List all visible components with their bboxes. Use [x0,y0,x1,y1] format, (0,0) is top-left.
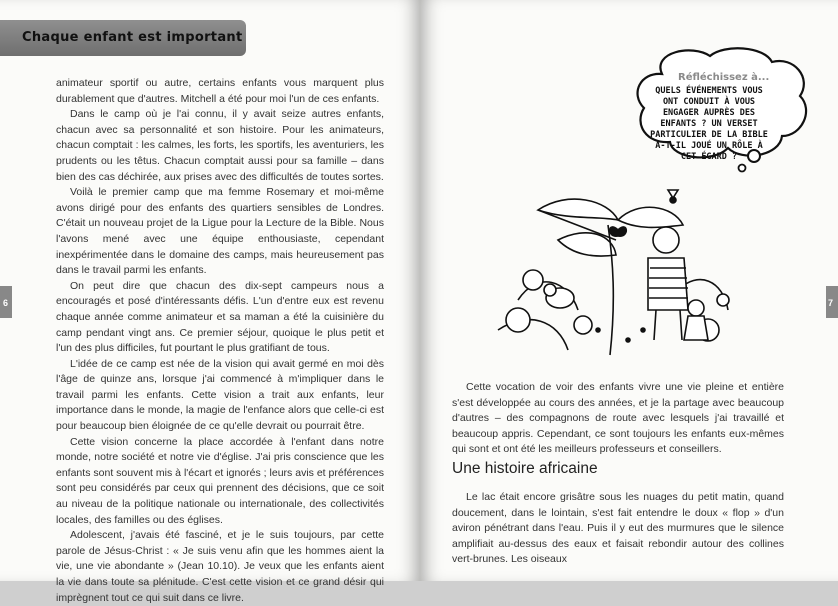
page-number: 6 [3,298,9,308]
paragraph: Le lac était encore grisâtre sous les nuages du petit matin, quand doucement, dans le lointain, s'est fait entendre le doux « flop » d'un aviron pénétrant dans l'eau. Puis il y eut des murmures que le silence amplifiait au-dessus des eaux et faisait rebondir autour des collines vert-brunes. Les oiseaux [452,491,784,566]
reflection-question: QUELS ÉVÉNEMENTS VOUS ONT CONDUIT À VOUS ENGAGER AUPRÈS DES ENFANTS ? UN VERSET PARTICULIER DE LA BIBLE A-T-IL JOUÉ UN RÔLE À CET ÉGARD ? [650,86,768,162]
paragraph: Cette vision concerne la place accordée à l'enfant dans notre monde, notre société et notre vie d'église. J'ai pris conscience que les enfants sont souvent mis à l'écart et ignorés ; leurs avis et préférences sont peu considérés par ceux qui prennent des décisions, que ce soit au niveau de la politique nationale ou internationale, des collectivités locales, des familles ou des églises. [56,435,384,526]
paragraph: On peut dire que chacun des dix-sept campeurs nous a encouragés et posé d'intéressants défis. L'un d'entre eux est revenu chaque année comme animateur et sa maman a été la cuisinière du camp pendant vingt ans. Ce premier séjour, quoique le plus petit et l'un des plus difficiles, fut pourtant le plus gratifiant de tous. [56,279,384,355]
paragraph: Dans le camp où je l'ai connu, il y avait seize autres enfants, chacun avec sa personnalité et son histoire. Pour les animateurs, chacun comptait : les calmes, les forts, les sportifs, les aventuriers, les prudents ou les têtus. Chacun comptait aussi pour sa famille – dans bien des cas déchirée, aux prises avec des difficultés de toutes sortes. [56,108,384,183]
paragraph: Cette vocation de voir des enfants vivre une vie pleine et entière s'est développée au cours des années, et je la partage avec beaucoup d'autres – des compagnons de route avec lesquels j'ai travaillé et beaucoup appris. Cependant, ce sont toujours les enfants eux-mêmes qui sont et ont été les meilleurs professeurs et conseillers. [452,381,784,456]
chapter-title: Chaque enfant est important [22,30,243,45]
left-page [0,0,420,604]
paragraph: Adolescent, j'avais été fasciné, et je le suis toujours, par cette parole de Jésus-Christ : « Je suis venu afin que les hommes aient la vie, une vie abondante » (Jean 10.10). Je veux que les enfants aient la vie dans toute sa plénitude. C'est cette vision et ce grand désir qui imprègnent tout ce qui suit dans ce livre. [56,529,384,604]
paragraph: animateur sportif ou autre, certains enfants vous marquent plus durablement que d'autres. Mitchell a été pour moi l'un de ces enfants. [56,77,384,105]
left-body-text [56,76,384,606]
paragraph: Voilà le premier camp que ma femme Rosemary et moi-même avons dirigé pour des enfants des quartiers sensibles de Londres. C'était un nouveau projet de la Ligue pour la Lecture de la Bible. Nous l'avons mené avec une équipe enthousiaste, cependant inexpérimentée dans le domaine des camps, mais heureusement pas dans le travail parmi les enfants. [56,186,384,277]
reflection-title: Réfléchissez à... [678,72,770,83]
section-heading: Une histoire africaine [452,460,598,477]
right-body-text-1 [452,380,784,458]
right-body-text-2 [452,490,784,568]
page-number: 7 [828,298,834,308]
paragraph: L'idée de ce camp est née de la vision qui avait germé en moi dès l'âge de quinze ans, lorsque j'ai commencé à m'impliquer dans le travail parmi les enfants. Cette vision a trait aux enfants, leur importance dans le monde, la magie de l'enfance alors que celle-ci est pour beaucoup bien éloignée de ce qu'elle devrait ou pourrait être. [56,357,384,433]
children-in-garden-illustration-icon [498,180,738,358]
